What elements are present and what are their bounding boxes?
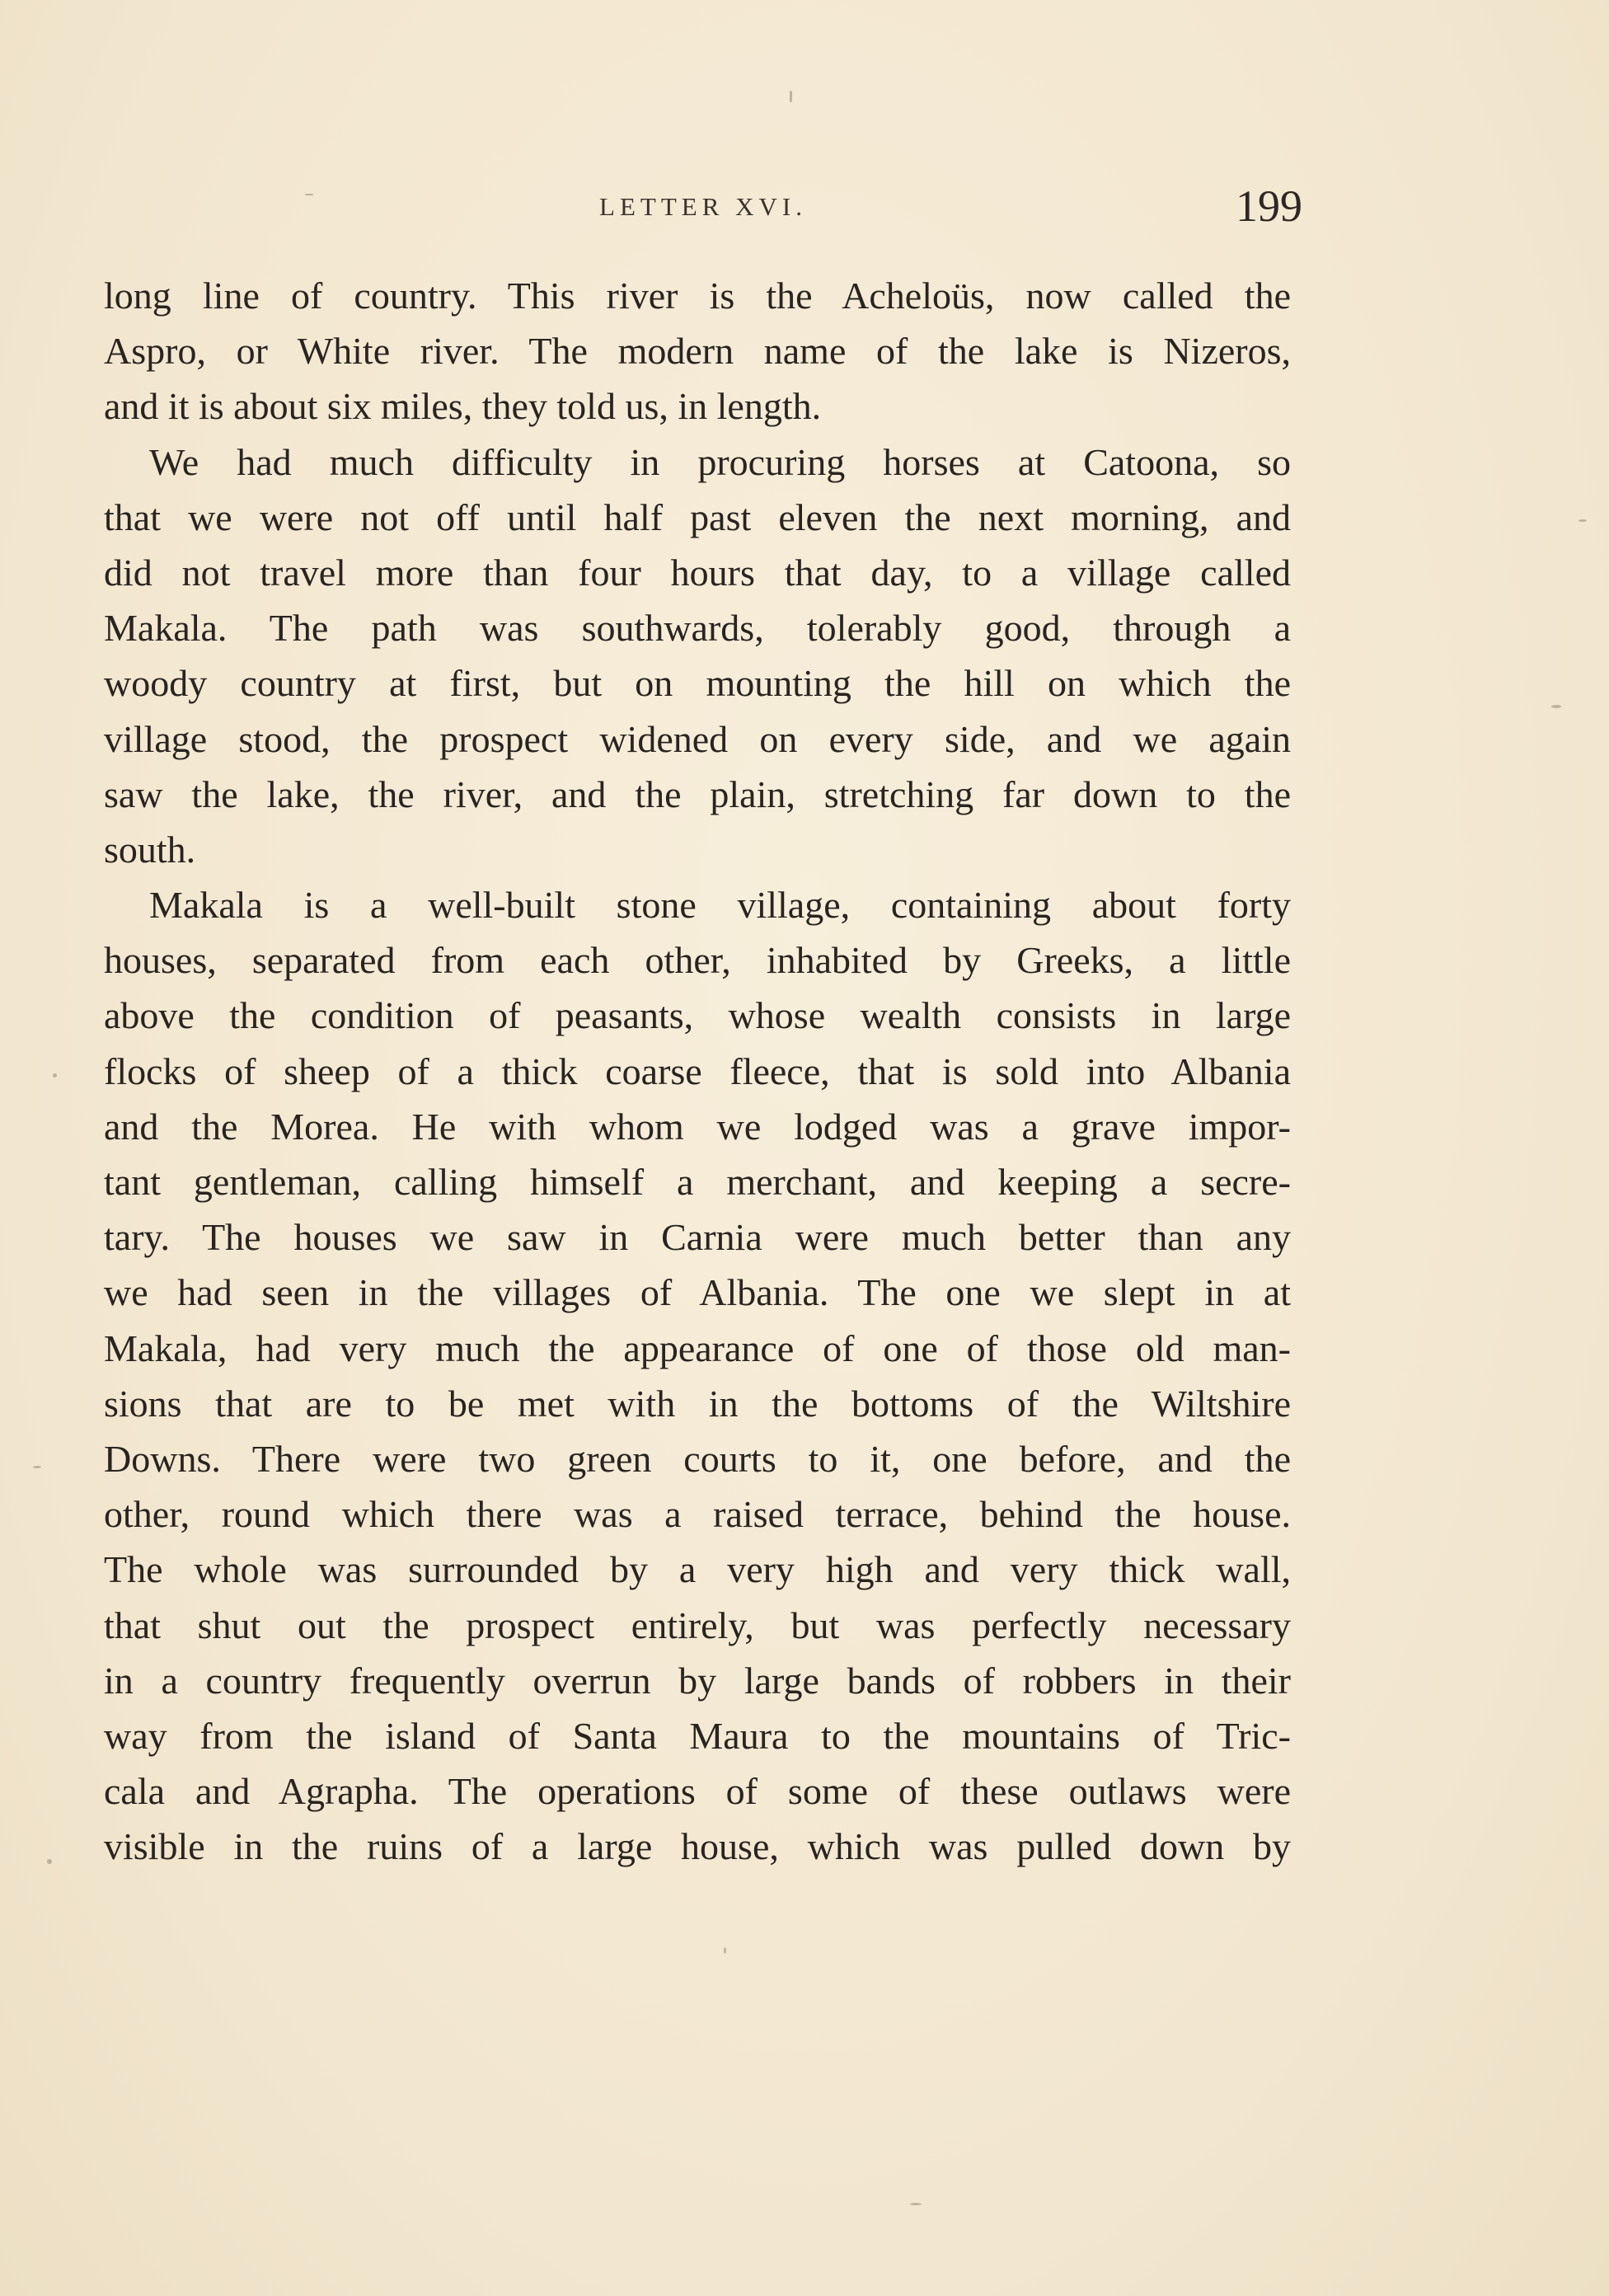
- page-header: [104, 181, 1302, 235]
- paper-speck: [1551, 705, 1561, 708]
- paper-speck: [910, 2203, 922, 2205]
- text-line: that shut out the prospect entirely, but was perfectly necessary: [104, 1603, 1291, 1646]
- text-line: and it is about six miles, they told us, in length.: [104, 385, 822, 428]
- text-line: tary. The houses we saw in Carnia were much better than any: [104, 1216, 1291, 1259]
- text-line: village stood, the prospect widened on every side, and we again: [104, 717, 1291, 760]
- text-line: flocks of sheep of a thick coarse fleece, that is sold into Albania: [104, 1049, 1291, 1092]
- text-line: and the Morea. He with whom we lodged was a grave impor-: [104, 1105, 1291, 1148]
- text-line: long line of country. This river is the Acheloüs, now called the: [104, 275, 1291, 317]
- text-line: Makala is a well-built stone village, containing about forty: [149, 884, 1291, 927]
- page-number: 199: [1236, 181, 1302, 231]
- paper-speck: [305, 194, 313, 195]
- text-line: tant gentleman, calling himself a merchant, and keeping a secre-: [104, 1161, 1291, 1203]
- text-line: saw the lake, the river, and the plain, stretching far down to the: [104, 772, 1291, 815]
- text-line: in a country frequently overrun by large bands of robbers in their: [104, 1659, 1291, 1702]
- text-line: way from the island of Santa Maura to the mountains of Tric-: [104, 1714, 1291, 1757]
- text-line: The whole was surrounded by a very high and very thick wall,: [104, 1548, 1291, 1591]
- paper-speck: [1579, 519, 1587, 522]
- text-line: visible in the ruins of a large house, which was pulled down by: [104, 1825, 1291, 1868]
- text-line: woody country at first, but on mounting the hill on which the: [104, 662, 1291, 705]
- text-line: Downs. There were two green courts to it, one before, and the: [104, 1437, 1291, 1480]
- text-line: sions that are to be met with in the bottoms of the Wiltshire: [104, 1382, 1291, 1425]
- paper-speck: [790, 91, 792, 102]
- text-line: south.: [104, 828, 196, 871]
- text-line: we had seen in the villages of Albania. The one we slept in at: [104, 1271, 1291, 1314]
- text-line: Aspro, or White river. The modern name of the lake is Nizeros,: [104, 330, 1291, 373]
- text-line: did not travel more than four hours that day, to a village called: [104, 551, 1291, 594]
- text-line: houses, separated from each other, inhabited by Greeks, a little: [104, 939, 1291, 982]
- body-text: [104, 268, 1291, 1874]
- running-head: LETTER XVI.: [599, 192, 807, 221]
- paper-speck: [47, 1859, 52, 1864]
- text-line: We had much difficulty in procuring horses at Catoona, so: [149, 440, 1291, 483]
- text-line: Makala, had very much the appearance of one of those old man-: [104, 1326, 1291, 1369]
- text-line: Makala. The path was southwards, tolerably good, through a: [104, 607, 1291, 650]
- paper-speck: [53, 1073, 57, 1078]
- text-line: that we were not off until half past eleven the next morning, and: [104, 495, 1291, 538]
- paper-speck: [724, 1947, 726, 1954]
- text-line: other, round which there was a raised terrace, behind the house.: [104, 1493, 1291, 1536]
- paper-speck: [33, 1466, 41, 1468]
- text-line: cala and Agrapha. The operations of some of these outlaws were: [104, 1770, 1291, 1813]
- text-line: above the condition of peasants, whose wealth consists in large: [104, 994, 1291, 1037]
